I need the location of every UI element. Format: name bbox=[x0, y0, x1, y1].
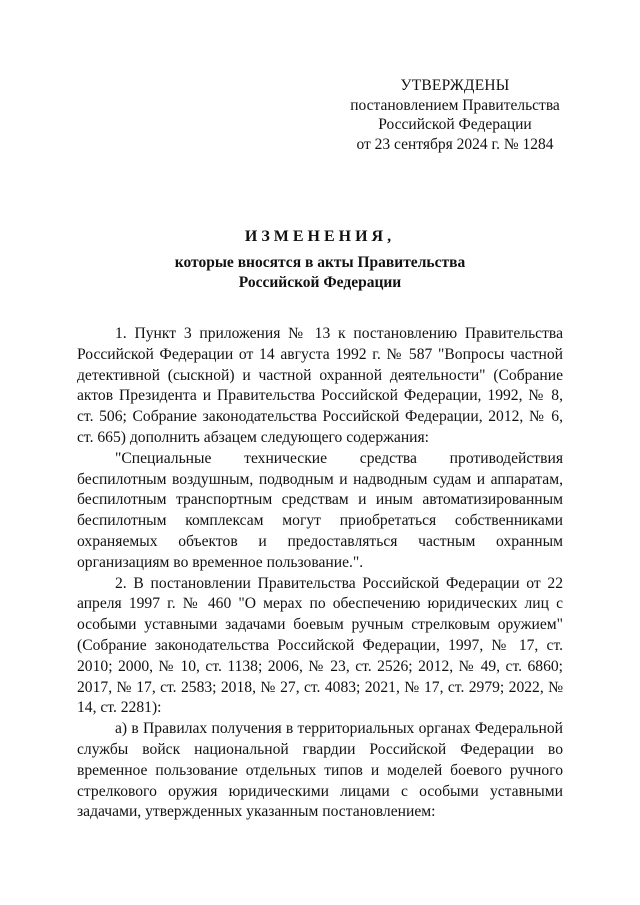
document-subtitle bbox=[150, 253, 490, 292]
document-title: ИЗМЕНЕНИЯ, bbox=[244, 228, 396, 245]
subtitle-line-2: Российской Федерации bbox=[238, 273, 402, 291]
approval-heading: УТВЕРЖДЕНЫ bbox=[400, 77, 510, 94]
approval-line-3: Российской Федерации bbox=[378, 116, 532, 133]
paragraph-quote: "Специальные технические средства противодействия беспилотным воздушным, подводным и надводным судам и аппаратам, беспилотным транспортным средствам и иным автоматизированным беспилотным комплексам могут приобретаться собственниками охраняемых объектов и предоставляться частным охранным организациям во временное пользование.". bbox=[77, 449, 563, 571]
approval-block bbox=[330, 76, 580, 154]
subtitle-line-1: которые вносятся в акты Правительства bbox=[174, 254, 466, 271]
paragraph-1: 1. Пункт 3 приложения № 13 к постановлению Правительства Российской Федерации от 14 августа 1992 г. № 587 "Вопросы частной детективной (сыскной) и частной охранной деятельности" (Собрание актов Президента и Правительства Российской Федерации, 1992, № 8, ст. 506; Собрание законодательства Российской Федерации, 2012, № 6, ст. 665) дополнить абзацем следующего содержания: bbox=[77, 325, 563, 446]
document-body bbox=[77, 324, 563, 823]
approval-date-number: от 23 сентября 2024 г. № 1284 bbox=[356, 135, 554, 153]
paragraph-2: 2. В постановлении Правительства Российской Федерации от 22 апреля 1997 г. № 460 "О мерах по обеспечению юридических лиц с особыми уставными задачами боевым ручным стрелковым оружием" (Собрание законодательства Российской Федерации, 1997, № 17, ст. 2010; 2000, № 10, ст. 1138; 2006, № 23, ст. 2526; 2012, № 49, ст. 6860; 2017, № 17, ст. 2583; 2018, № 27, ст. 4083; 2021, № 17, ст. 2979; 2022, № 14, ст. 2281): bbox=[77, 574, 563, 717]
approval-line-2: постановлением Правительства bbox=[350, 96, 560, 114]
paragraph-2a: а) в Правилах получения в территориальных органах Федеральной службы войск национальной гвардии Российской Федерации во временное пользование отдельных типов и моделей боевого ручного стрелкового оружия юридическими лицами с особыми уставными задачами, утвержденных указанным постановлением: bbox=[77, 720, 563, 821]
